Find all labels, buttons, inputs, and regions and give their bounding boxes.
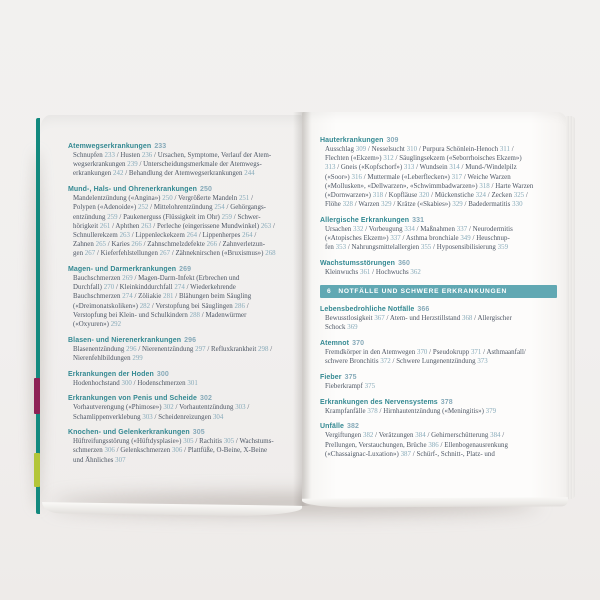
toc-section-left-1: [68, 185, 294, 258]
page-number: 254: [214, 204, 225, 212]
section-entries: Vorhautverengung («Phimose») 302 / Vorhautentzündung 303 / Schamlippenverklebung 303 / Scheidenreizungen 304: [73, 404, 250, 421]
section-page-number: 269: [179, 266, 192, 274]
section-title: Atemnot: [320, 340, 350, 348]
page-number: 330: [512, 201, 523, 209]
page-number: 264: [242, 231, 253, 239]
page-number: 307: [115, 456, 126, 464]
page-number: 367: [374, 315, 385, 323]
page-number: 312: [383, 155, 394, 163]
section-title: Erkrankungen der Hoden: [68, 370, 154, 378]
page-number: 375: [364, 383, 376, 391]
section-heading: [68, 265, 294, 274]
section-entries: Hodenhochstand 300 / Hodenschmerzen 301: [73, 379, 198, 387]
left-bottom-page-stack: [42, 502, 302, 517]
toc-section-left-3: [68, 336, 294, 363]
page-number: 368: [461, 315, 473, 323]
section-title: Hauterkrankungen: [320, 137, 384, 144]
toc-section-left-0: [68, 142, 294, 179]
page-number: 373: [477, 358, 488, 366]
page-number: 317: [451, 173, 463, 181]
right-page-stack-edge: [566, 116, 575, 499]
section-page-number: 300: [156, 370, 169, 378]
page-number: 286: [234, 302, 245, 310]
page-number: 267: [84, 250, 96, 258]
section-page-number: 378: [440, 398, 453, 406]
section-title: Allergische Erkrankungen: [320, 216, 410, 224]
page-number: 250: [162, 195, 173, 203]
page-number: 302: [163, 404, 174, 412]
page-number: 362: [410, 269, 421, 277]
page-number: 244: [244, 170, 255, 178]
right-bottom-page-stack: [302, 497, 568, 507]
page-number: 281: [163, 293, 174, 301]
page-number: 318: [372, 192, 384, 200]
toc-section-right-1: [320, 216, 557, 253]
left-page-toc-content: [68, 142, 294, 471]
section-title: Erkrankungen des Nervensystems: [320, 398, 438, 406]
section-page-number: 375: [344, 374, 357, 382]
section-entries: Mandelentzündung («Angina») 250 / Vergrößerte Mandeln 251 / Polypen («Adenoide») 252 / Mittelohrentzündung 254 / Gehörgangs- entzündung 259 / Paukenerguss (Flüssigkeit im Ohr) 259 / Schwer- hörigkeit 261 / Aphthen 263 / Perleche (eingerissene Mundwinkel) 263 / Schnullerekzem 263 / Lippenleckekzem 264 / Lippenherpes 264 / Zahnen 265 / Karies 266 / Zahnschmelzdefekte 266 / Zahnverletzun- gen 267 / Kieferfehlstellungen 267 / Zähneknirschen («Bruxismus») 268: [73, 195, 276, 258]
section-entries: Fremdkörper in den Atemwegen 370 / Pseudokrupp 371 / Asthmaanfall/ schwere Bronchitis 372 / Schwere Lungenentzündung 373: [325, 349, 526, 366]
section-entries: Schnupfen 233 / Husten 236 / Ursachen, Symptome, Verlauf der Atem- wegserkrankungen 239 / Unterscheidungsmerkmale der Atemwegs- erkrankungen 242 / Behandlung der Atemwegserkrankungen 244: [73, 152, 272, 178]
page-number: 266: [131, 241, 142, 249]
toc-section-right-5: [320, 339, 557, 366]
page-number: 251: [238, 195, 250, 203]
page-number: 325: [513, 192, 525, 200]
page-number: 311: [499, 146, 510, 153]
page-number: 353: [335, 244, 347, 252]
page-number: 334: [404, 225, 415, 233]
section-title: Unfälle: [320, 423, 345, 431]
page-number: 313: [325, 164, 336, 172]
section-entries: Blasenentzündung 296 / Nierenentzündung 297 / Refluxkrankheit 298 / Nierenfehlbildungen 299: [73, 345, 273, 362]
section-page-number: 366: [417, 306, 430, 314]
section-heading: [68, 428, 294, 437]
right-page-toc-content: [320, 136, 557, 466]
page-number: 306: [104, 447, 115, 455]
page-number: 266: [206, 241, 218, 249]
section-title: Wachstumsstörungen: [320, 260, 396, 268]
toc-section-right-0: [320, 136, 557, 209]
toc-section-left-6: [68, 428, 294, 465]
page-number: 252: [137, 204, 149, 212]
page-number: 292: [110, 321, 122, 329]
toc-section-left-5: [68, 394, 294, 421]
page-number: 369: [347, 324, 358, 332]
page-number: 370: [416, 349, 428, 357]
page-number: 274: [122, 293, 133, 301]
section-page-number: 360: [398, 260, 411, 268]
page-number: 270: [103, 284, 115, 292]
section-page-number: 331: [412, 216, 425, 224]
page-number: 355: [420, 244, 432, 252]
page-number: 371: [470, 349, 482, 357]
page-number: 386: [428, 441, 439, 449]
toc-section-right-4: [320, 305, 557, 332]
page-number: 329: [452, 201, 463, 209]
page-number: 304: [212, 413, 224, 421]
toc-section-right-7: [320, 398, 557, 416]
section-heading: [320, 216, 557, 225]
section-heading: [320, 136, 557, 145]
section-entries: Bewusstlosigkeit 367 / Atem- und Herzstillstand 368 / Allergischer Schock 369: [325, 315, 512, 332]
page-number: 329: [381, 201, 392, 209]
toc-section-left-2: [68, 265, 294, 329]
section-title: Magen- und Darmerkrankungen: [68, 266, 177, 274]
page-number: 361: [359, 269, 371, 277]
page-number: 305: [223, 438, 235, 446]
section-title: Blasen- und Nierenerkrankungen: [68, 336, 182, 344]
page-number: 378: [367, 407, 378, 415]
page-number: 314: [449, 164, 460, 172]
section-page-number: 305: [192, 429, 205, 437]
section-entries: Vergiftungen 382 / Verätzungen 384 / Gehirnerschütterung 384 / Prellungen, Verstauchungen, Brüche 386 / Ellenbogenausrenkung («Chassaignac-Luxation») 387 / Schürf-, Schnitt-, Platz- und: [325, 432, 508, 458]
page-number: 296: [126, 345, 137, 353]
section-entries: Bauchschmerzen 269 / Magen-Darm-Infekt (Erbrechen und Durchfall) 270 / Kleinkinddurchfall 274 / Wiederkehrende Bauchschmerzen 274 / Zöliakie 281 / Blähungen beim Säugling («Dreimonatskoliken») 282 / Verstopfung bei Säuglingen 286 / Verstopfung bei Klein- und Schulkindern 288 / Madenwürmer («Oxyuren») 292: [73, 275, 252, 329]
page-number: 267: [159, 250, 171, 258]
section-heading: [68, 185, 294, 194]
page-number: 384: [415, 432, 426, 440]
section-entries: Fieberkrampf 375: [325, 383, 376, 391]
page-number: 265: [95, 241, 107, 249]
toc-section-right-2: [320, 259, 557, 277]
page-number: 259: [221, 213, 233, 221]
page-number: 309: [355, 146, 367, 153]
toc-section-right-6: [320, 373, 557, 391]
page-number: 349: [460, 235, 471, 243]
book-spine-gutter: [293, 112, 311, 506]
page-number: 298: [258, 345, 269, 353]
section-title: Erkrankungen von Penis und Scheide: [68, 395, 198, 403]
toc-section-left-4: [68, 370, 294, 388]
page-number: 306: [171, 447, 183, 455]
section-page-number: 370: [352, 340, 365, 348]
section-heading: [320, 373, 557, 382]
section-heading: [320, 339, 557, 348]
page-number: 320: [418, 192, 430, 200]
page-number: 359: [497, 244, 509, 252]
page-number: 372: [380, 358, 391, 366]
chapter-number: 6: [327, 288, 332, 296]
section-heading: [320, 398, 557, 407]
page-number: 236: [141, 152, 153, 159]
section-title: Lebensbedrohliche Notfälle: [320, 306, 415, 314]
chapter-banner-title: NOTFÄLLE UND SCHWERE ERKRANKUNGEN: [338, 288, 507, 296]
page-number: 263: [260, 222, 272, 230]
section-page-number: 382: [347, 423, 360, 431]
page-number: 269: [122, 275, 133, 283]
page-number: 300: [121, 379, 132, 387]
toc-section-right-8: [320, 422, 557, 459]
section-entries: Ursachen 332 / Vorbeugung 334 / Maßnahmen 337 / Neurodermitis («Atopisches Ekzem») 337 / Asthma bronchiale 349 / Heuschnup- fen 353 / Nahrungsmittelallergien 355 / Hyposensibilisierung 359: [325, 225, 513, 252]
section-page-number: 296: [184, 336, 197, 344]
section-title: Knochen- und Gelenkerkrankungen: [68, 429, 190, 437]
page-number: 288: [189, 311, 201, 319]
section-entries: Hüftreifungsstörung («Hüftdysplasie») 305 / Rachitis 305 / Wachstums- schmerzen 306 / Gelenkschmerzen 306 / Plattfüße, O-Beine, X-Beine und Ähnliches 307: [73, 438, 274, 464]
section-page-number: 250: [200, 186, 213, 194]
page-number: 305: [183, 438, 194, 446]
page-number: 318: [479, 182, 490, 190]
page-number: 313: [403, 164, 415, 172]
section-heading: [68, 394, 294, 403]
page-number: 328: [342, 201, 354, 209]
section-heading: [320, 305, 557, 314]
page-number: 303: [142, 413, 153, 421]
page-number: 379: [485, 407, 497, 415]
page-number: 303: [235, 404, 246, 412]
section-page-number: 233: [154, 143, 167, 150]
section-entries: Kleinwuchs 361 / Hochwuchs 362: [325, 269, 421, 277]
chapter-banner: [320, 285, 557, 298]
page-number: 310: [406, 146, 418, 153]
section-heading: [320, 259, 557, 268]
page-number: 261: [99, 222, 111, 230]
section-page-number: 309: [386, 137, 399, 144]
page-number: 274: [174, 284, 185, 292]
page-number: 384: [490, 432, 501, 440]
page-number: 337: [456, 225, 468, 233]
section-heading: [320, 422, 557, 431]
page-number: 297: [195, 345, 206, 353]
section-title: Mund-, Hals- und Ohrenerkrankungen: [68, 186, 198, 194]
page-number: 324: [475, 192, 487, 200]
page-number: 264: [186, 231, 198, 239]
page-number: 299: [132, 354, 143, 362]
page-number: 263: [141, 222, 152, 230]
page-number: 242: [113, 170, 124, 178]
page-number: 332: [353, 225, 364, 233]
page-number: 259: [107, 213, 118, 221]
page-number: 387: [400, 450, 412, 458]
page-number: 316: [351, 173, 362, 181]
section-page-number: 302: [200, 395, 213, 403]
section-heading: [68, 336, 294, 345]
page-number: 301: [187, 379, 198, 387]
page-number: 337: [390, 235, 401, 243]
section-entries: Ausschlag 309 / Nesselsucht 310 / Purpura Schönlein-Henoch 311 / Flechten («Ekzem») 312 / Säuglingsekzem («Seborrhoisches Ekzem») 313 / Gneis («Kopfschorf») 313 / Wundsein 314 / Mund-/Windelpilz («Soor») 316 / Muttermale («Leberflecken») 317 / Weiche Warzen («Mollusken», «Dellwarzen», «Schwimmbadwarzen») 318 / Harte Warzen («Dornwarzen») 318 / Kopfläuse 320 / Mückenstiche 324 / Zecken 325 / Flöhe 328 / Warzen 329 / Krätze («Skabies») 329 / Badedermatitis 330: [325, 146, 534, 209]
page-number: 268: [265, 250, 276, 258]
page-number: 239: [127, 161, 138, 169]
page-number: 263: [119, 231, 130, 239]
section-entries: Krampfanfälle 378 / Hirnhautentzündung («Meningitis») 379: [325, 407, 497, 415]
section-title: Fieber: [320, 374, 342, 382]
page-number: 282: [139, 302, 151, 310]
page-number: 233: [104, 152, 115, 159]
section-heading: [68, 142, 294, 151]
section-title: Atemwegserkrankungen: [68, 143, 152, 150]
page-number: 382: [362, 432, 374, 440]
section-heading: [68, 370, 294, 379]
